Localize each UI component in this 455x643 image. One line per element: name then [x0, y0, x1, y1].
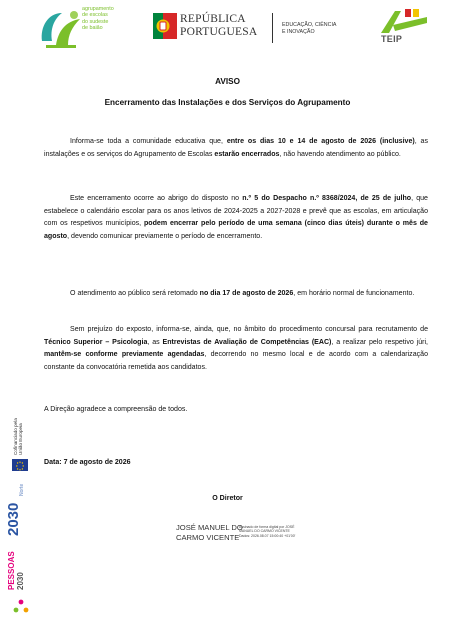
signature-name-line: JOSÉ MANUEL DO: [176, 523, 243, 532]
republica-line: REPÚBLICA: [180, 13, 246, 25]
text-run-bold: podem encerrar pelo período de uma semana (cinco dias úteis) durante o mês de agosto: [44, 220, 428, 240]
agrupamento-name: [82, 6, 152, 31]
text-run: , devendo comunicar previamente o período de encerramento.: [67, 232, 263, 240]
pessoas-line: PESSOAS: [7, 551, 16, 590]
republica-flag-icon: [152, 11, 178, 41]
signature-info-line: Assinado de forma digital por JOSÉ: [239, 525, 295, 529]
signature-name-line: CARMO VICENTE: [176, 532, 240, 542]
page-subtitle: Encerramento das Instalações e dos Serviços do Agrupamento: [104, 98, 351, 107]
paragraph-closure: [44, 136, 428, 161]
text-run: , não havendo atendimento ao público.: [279, 150, 401, 158]
document-date: Data: 7 de agosto de 2026: [44, 459, 131, 466]
ministerio-line: E INOVAÇÃO: [282, 29, 315, 35]
text-run: A Direção agradece a compreensão de todos.: [44, 406, 188, 413]
agrupamento-line: de baião: [82, 24, 103, 31]
norte-2030-prefix: Norte: [19, 483, 25, 496]
ministerio-line: EDUCAÇÃO, CIÊNCIA: [282, 22, 337, 28]
signature-info-line: MANUEL DO CARMO VICENTE: [239, 529, 290, 534]
paragraph-reopening: [44, 288, 428, 301]
republica-portuguesa-wordmark: [180, 13, 257, 39]
text-run-bold: Técnico Superior – Psicologia: [44, 338, 148, 346]
text-run: Informa-se toda a comunidade educativa que,: [70, 138, 227, 145]
text-run: , que estabelece o calendário escolar para os anos letivos de 2024-2025 a 2027-2028 e prevê que as escolas, em articulação com os respetivos municípios,: [44, 195, 428, 228]
text-run-bold: Entrevistas de Avaliação de Competências (EAC): [162, 338, 332, 346]
republica-line: PORTUGUESA: [180, 26, 258, 38]
agrupamento-line: agrupamento: [82, 6, 114, 12]
text-run: Sem prejuízo do exposto, informa-se, ainda, que, no âmbito do procedimento concursal para recrutamento de: [70, 326, 428, 333]
ministerio-name: [282, 22, 346, 36]
agrupamento-line: de escolas: [82, 12, 108, 19]
eu-flag-icon: [12, 459, 28, 471]
pessoas-line: 2030: [16, 572, 25, 590]
text-run-bold: mantêm-se conforme previamente agendadas: [44, 351, 205, 359]
eu-label-line: União Europeia: [18, 423, 24, 455]
eu-label-line: Cofinanciado pela: [13, 418, 18, 455]
agrupamento-line: do sudeste: [82, 18, 109, 25]
text-run-bold: no dia 17 de agosto de 2026: [199, 290, 294, 297]
paragraph-thanks: [44, 404, 428, 417]
signature-info: [239, 525, 309, 538]
signature-name: [176, 523, 243, 543]
text-run-bold: entre os dias 10 e 14 de agosto de 2026 (inclusive): [226, 138, 415, 145]
teip-emblem-icon: [371, 7, 431, 35]
page-title: AVISO: [215, 77, 240, 86]
text-run: , as instalações e os serviços do Agrupamento de Escolas: [44, 138, 429, 158]
text-run: , em horário normal de funcionamento.: [293, 290, 415, 297]
text-run-bold: estarão encerrados: [214, 150, 280, 158]
text-run-bold: n.º 5 do Despacho n.º 8368/2024, de 25 de julho: [242, 195, 412, 202]
text-run: Este encerramento ocorre ao abrigo do disposto no: [70, 195, 243, 202]
paragraph-interviews: [44, 324, 428, 374]
paragraph-legal-basis: [44, 193, 428, 243]
text-run: , as: [147, 338, 163, 346]
director-title: O Diretor: [212, 495, 243, 502]
header-divider: [272, 13, 273, 43]
signature-info-line: Dados: 2026.08.07 15:00:40 +01'00': [239, 533, 296, 538]
pessoas-emblem-icon: [12, 598, 30, 616]
teip-label: TEIP: [381, 34, 403, 44]
agrupamento-emblem-icon: [36, 5, 84, 51]
text-run: O atendimento ao público será retomado: [70, 290, 200, 297]
text-run: , a realizar pelo respetivo júri,: [331, 338, 428, 346]
text-run: , decorrendo no mesmo local e de acordo com a calendarização constante da convocatória remetida aos candidatos.: [44, 351, 428, 371]
norte-2030-number: 2030: [5, 502, 22, 536]
